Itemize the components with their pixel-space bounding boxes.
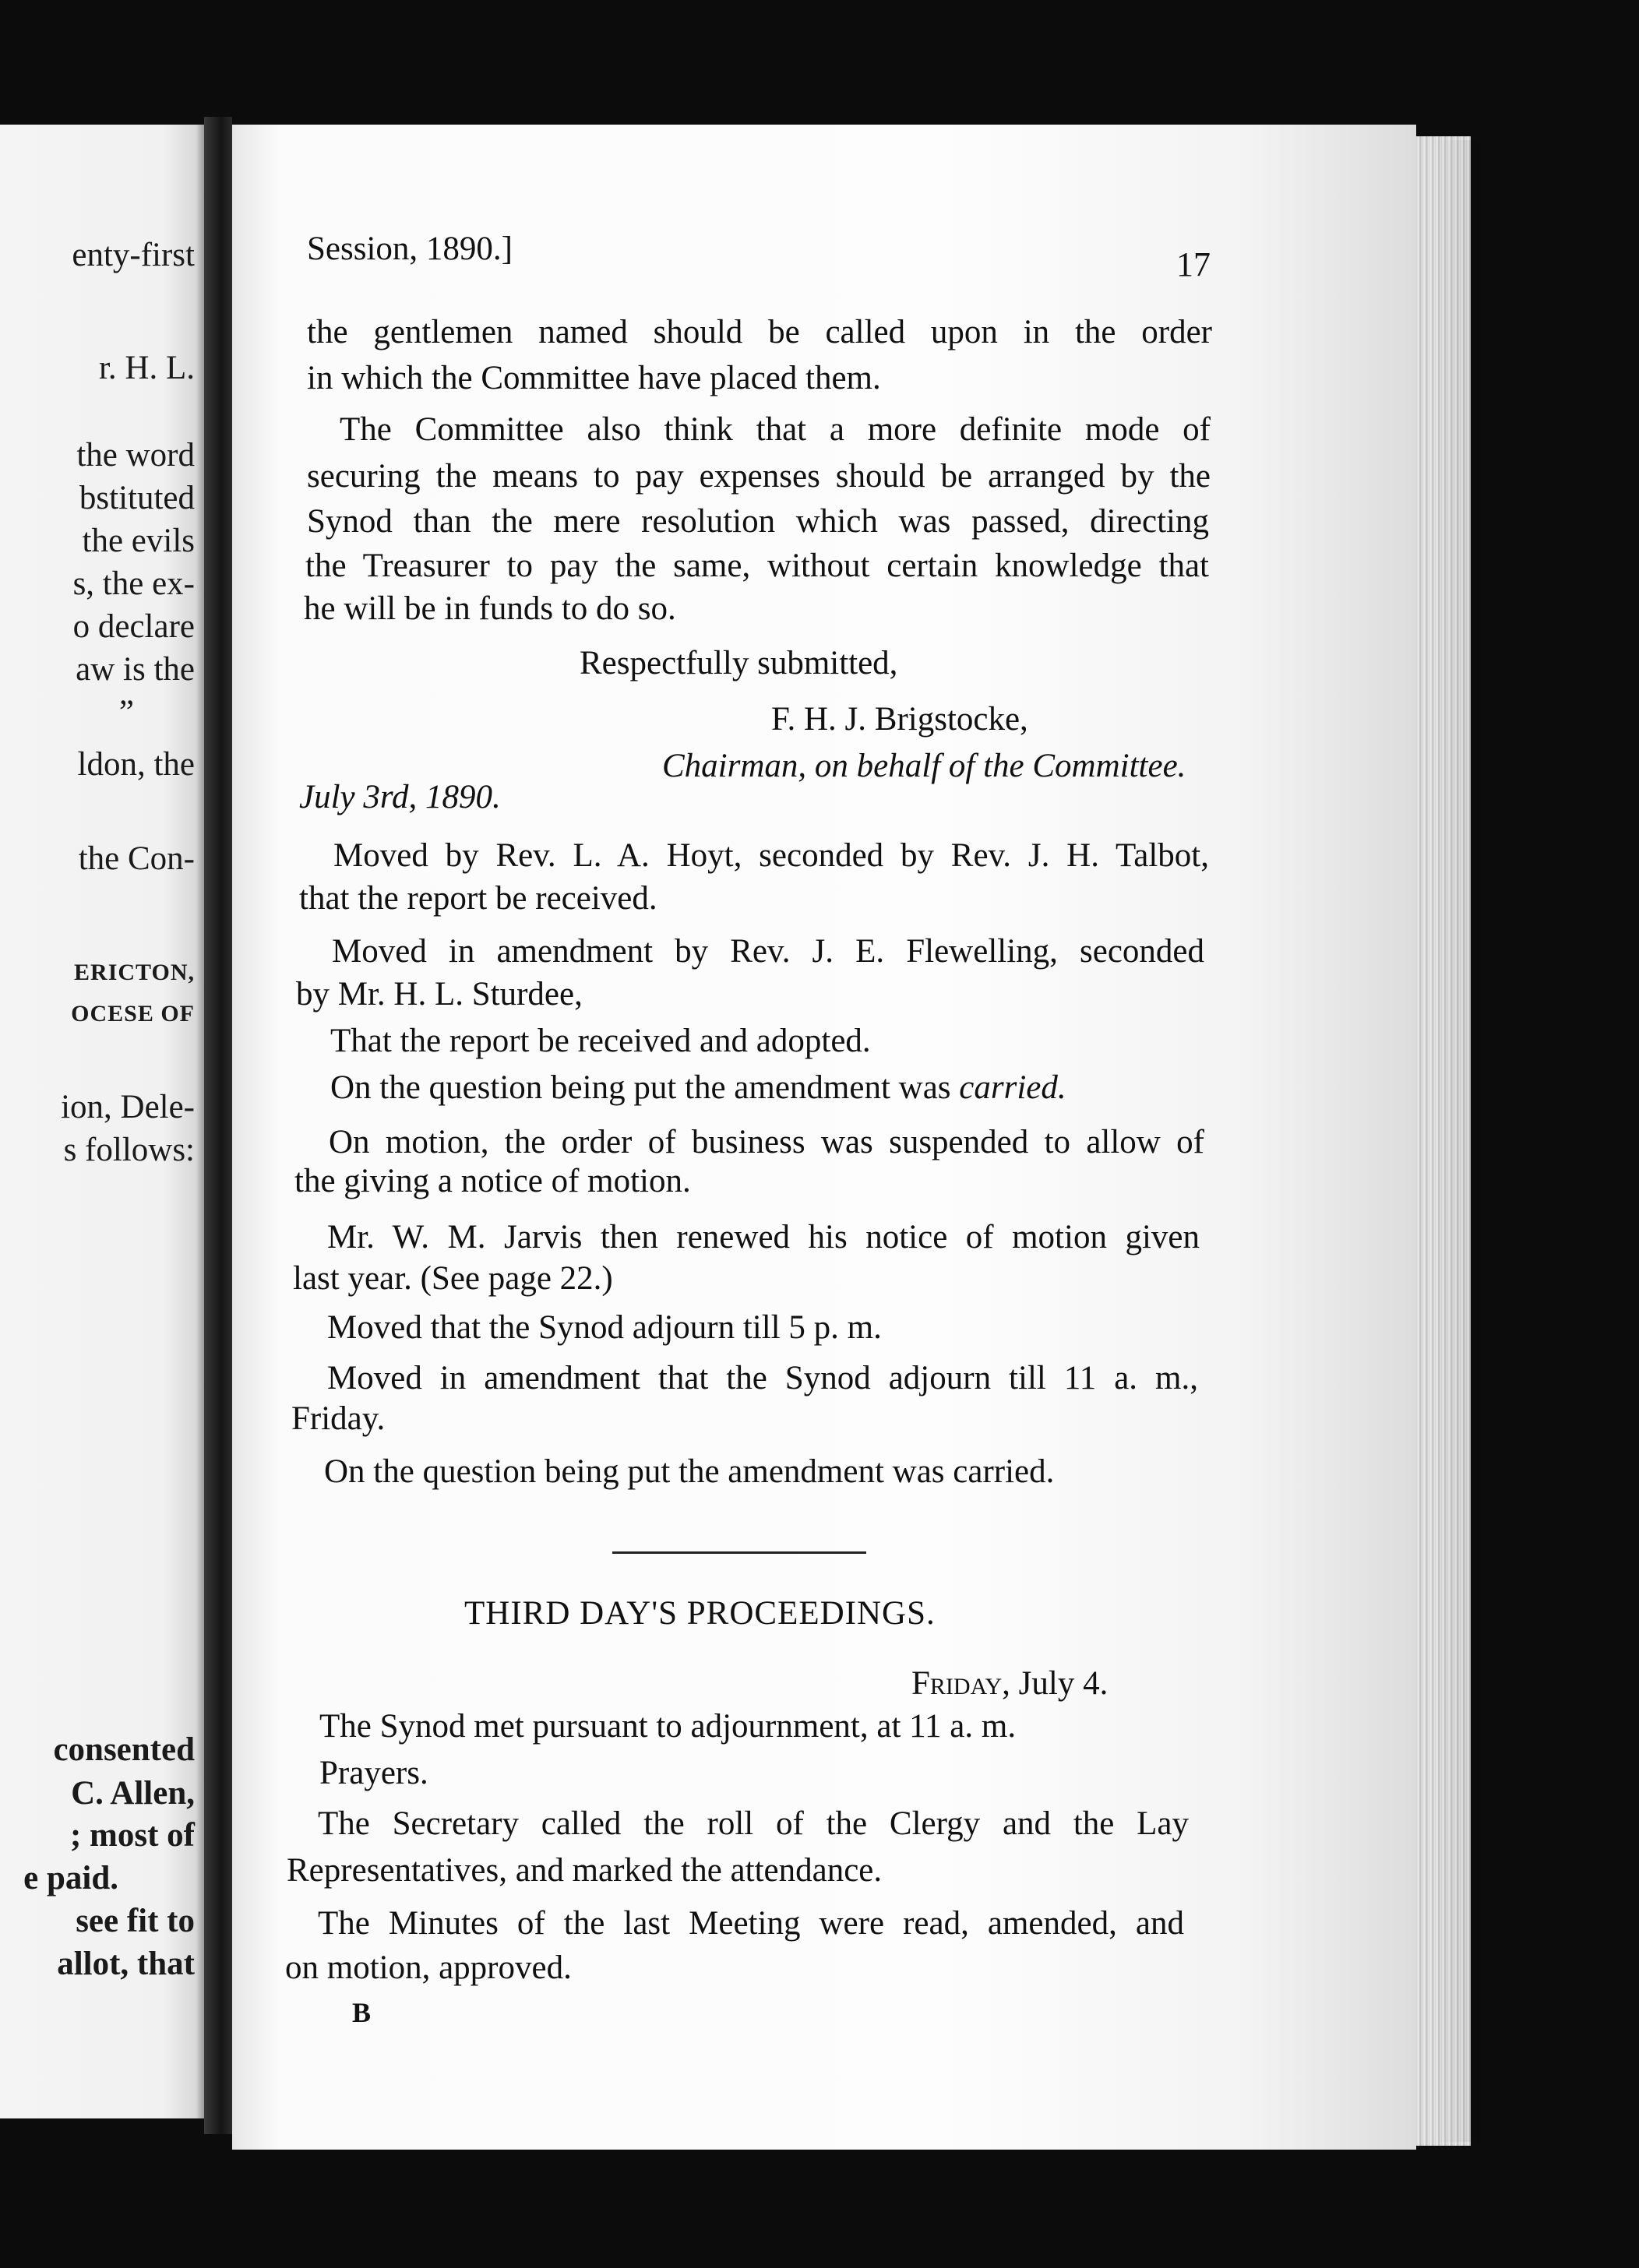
text-line: by Mr. H. L. Sturdee,: [296, 976, 583, 1012]
text-line: the gentlemen named should be called upon in the order: [307, 314, 1212, 350]
text-line: Moved in amendment by Rev. J. E. Flewelling, seconded: [332, 933, 1204, 970]
text-line: Prayers.: [319, 1755, 428, 1791]
section-divider: [612, 1551, 866, 1554]
text-line: The Secretary called the roll of the Clergy and the Lay: [318, 1805, 1189, 1842]
text-line: Moved that the Synod adjourn till 5 p. m.: [327, 1309, 882, 1346]
left-line: ldon, the: [77, 746, 195, 783]
left-line: s follows:: [63, 1132, 195, 1168]
text-line: in which the Committee have placed them.: [307, 360, 881, 396]
left-line: r. H. L.: [98, 350, 195, 386]
left-line: ERICTON,: [74, 960, 195, 985]
left-line: consented: [53, 1731, 195, 1768]
text-line: he will be in funds to do so.: [304, 590, 676, 627]
text-line: The Committee also think that a more definite mode of: [340, 411, 1211, 448]
text-line: On the question being put the amendment was carried.: [330, 1069, 1066, 1106]
left-line: enty-first: [72, 237, 195, 273]
left-line: s, the ex-: [72, 565, 195, 602]
text-line: on motion, approved.: [285, 1949, 572, 1986]
text-line: securing the means to pay expenses should be arranged by the: [307, 458, 1211, 495]
text-line: that the report be received.: [299, 880, 657, 917]
left-line: the word: [76, 437, 195, 474]
signatory-role: Chairman, on behalf of the Committee.: [662, 748, 1186, 784]
left-line: allot, that: [57, 1946, 195, 1982]
left-line: see fit to: [76, 1903, 195, 1939]
text-line: Moved by Rev. L. A. Hoyt, seconded by Rev. J. H. Talbot,: [333, 837, 1209, 874]
date-line: July 3rd, 1890.: [299, 779, 501, 815]
page-number: 17: [1176, 245, 1211, 284]
left-line: OCESE OF: [71, 1001, 195, 1027]
text-line: On the question being put the amendment was carried.: [324, 1453, 1055, 1490]
left-line: ion, Dele-: [61, 1089, 195, 1125]
left-line: the evils: [82, 523, 195, 559]
section-date: Friday, July 4.: [911, 1665, 1109, 1702]
left-line: aw is the: [76, 651, 195, 688]
text-line: last year. (See page 22.): [293, 1260, 613, 1297]
text-line: On motion, the order of business was suspended to allow of: [329, 1124, 1204, 1160]
book-gutter: [204, 117, 232, 2134]
left-line: o declare: [72, 608, 195, 645]
text-line: the Treasurer to pay the same, without certain knowledge that: [305, 548, 1209, 584]
left-page: [0, 125, 204, 2118]
text-line: Representatives, and marked the attendance.: [287, 1852, 883, 1889]
text-line: Friday.: [291, 1400, 386, 1437]
left-line: ”: [118, 694, 134, 731]
left-line: ; most of: [69, 1817, 195, 1854]
closing: Respectfully submitted,: [580, 645, 898, 681]
text-line: Mr. W. M. Jarvis then renewed his notice of motion given: [327, 1219, 1200, 1256]
left-line: bstituted: [79, 480, 195, 516]
left-line: C. Allen,: [71, 1775, 195, 1812]
text-line: the giving a notice of motion.: [294, 1163, 691, 1199]
text-line: Moved in amendment that the Synod adjourn till 11 a. m.,: [327, 1360, 1198, 1396]
text-line: The Minutes of the last Meeting were read, amended, and: [318, 1905, 1184, 1942]
text-line: That the report be received and adopted.: [330, 1023, 871, 1059]
left-line: the Con-: [78, 840, 195, 877]
running-head: Session, 1890.]: [307, 231, 513, 267]
text-line: Synod than the mere resolution which was passed, directing: [307, 503, 1209, 540]
left-line: e paid.: [23, 1860, 118, 1896]
section-heading: THIRD DAY'S PROCEEDINGS.: [464, 1595, 936, 1632]
text-line: The Synod met pursuant to adjournment, at 11 a. m.: [319, 1708, 1017, 1745]
signature-mark: B: [352, 1997, 372, 2028]
signatory: F. H. J. Brigstocke,: [771, 701, 1028, 738]
